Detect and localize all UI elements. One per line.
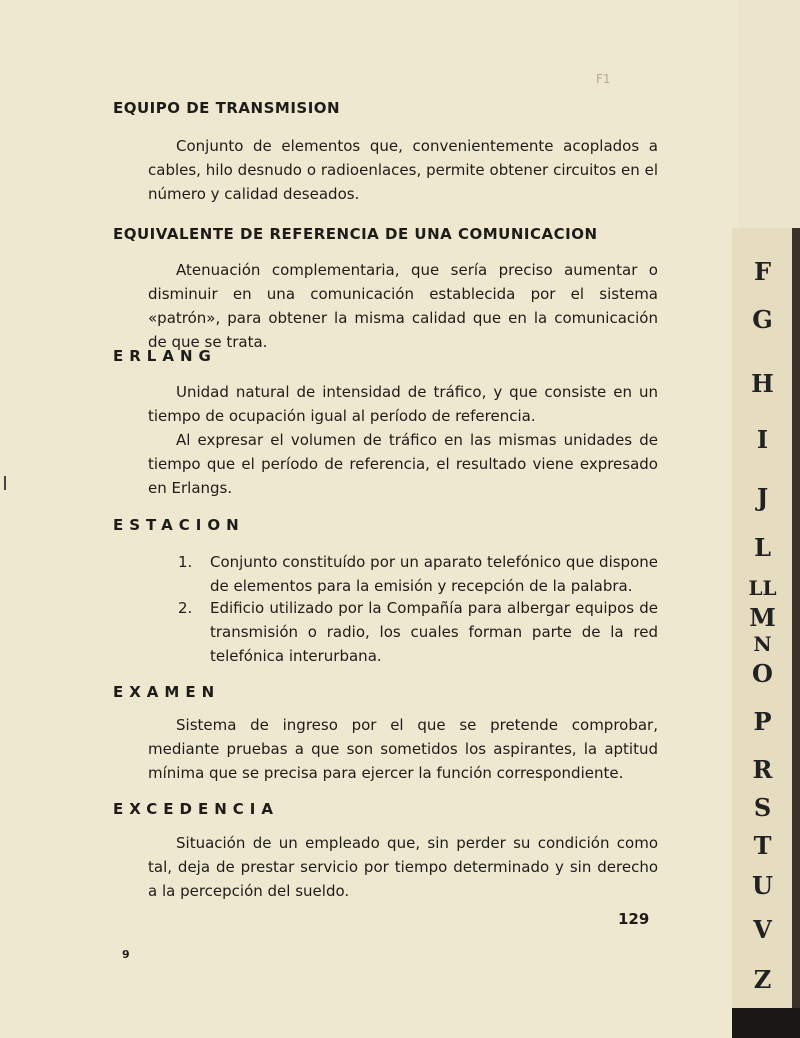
index-tab-g[interactable]: G [752,305,773,334]
corner-mark: F1 [596,72,611,86]
index-tab-u[interactable]: U [752,871,773,900]
entry-title: ERLANG [113,347,217,365]
index-tab-r[interactable]: R [752,755,773,784]
item-number: 1. [178,553,193,571]
index-tab-ll[interactable]: LL [748,576,777,600]
index-tab-l[interactable]: L [754,533,771,562]
index-tab-f[interactable]: F [753,257,772,286]
index-tab-o[interactable]: O [752,659,773,688]
page-number: 129 [618,910,650,928]
index-tab-p[interactable]: P [753,707,772,736]
index-tab-m[interactable]: M [749,603,776,632]
item-text: Edificio utilizado por la Compañía para albergar equipos de transmisión o radio, los cuales forman parte de la red telefónica interurbana. [210,599,658,665]
entry-definition: Atenuación complementaria, que sería preciso aumentar o disminuir en una comunicación establecida por el sistema «patrón», para obtener la misma calidad que en la comunicación de que se trata. [148,261,658,351]
entry-title: EXAMEN [113,683,221,701]
entry-definition: Conjunto de elementos que, convenientemente acoplados a cables, hilo desnudo o radioenlaces, permite obtener circuitos en el número y calidad deseados. [148,137,658,203]
index-tab-j[interactable]: J [756,483,769,512]
entry-title: EQUIPO DE TRANSMISION [113,99,341,117]
page-edge-shadow [792,228,800,1038]
entry-definition: Unidad natural de intensidad de tráfico, y que consiste en un tiempo de ocupación igual al período de referencia. [148,383,658,425]
bottom-shadow [732,1008,800,1038]
index-tab-i[interactable]: I [756,425,769,454]
index-tab-s[interactable]: S [753,793,772,822]
index-tab-h[interactable]: H [751,369,774,398]
index-tab-t[interactable]: T [753,831,772,860]
index-tab-n[interactable]: N [753,632,772,656]
signature-mark: 9 [122,948,130,961]
entry-title: EQUIVALENTE DE REFERENCIA DE UNA COMUNICACION [113,225,598,243]
item-text: Conjunto constituído por un aparato telefónico que dispone de elementos para la emisión y recepción de la palabra. [210,553,658,595]
index-tab-v[interactable]: V [753,915,772,944]
item-number: 2. [178,599,193,617]
entry-definition: Situación de un empleado que, sin perder su condición como tal, deja de prestar servicio por tiempo determinado y sin derecho a la percepción del sueldo. [148,834,658,900]
entry-definition: Sistema de ingreso por el que se pretende comprobar, mediante pruebas a que son sometidos los aspirantes, la aptitud mínima que se precisa para ejercer la función correspondiente. [148,716,658,782]
entry-title: EXCEDENCIA [113,800,279,818]
entry-definition-2: Al expresar el volumen de tráfico en las mismas unidades de tiempo que el período de referencia, el resultado viene expresado en Erlangs. [148,431,658,497]
index-tab-z[interactable]: Z [753,965,772,994]
entry-title: ESTACION [113,516,245,534]
margin-mark [4,476,6,490]
